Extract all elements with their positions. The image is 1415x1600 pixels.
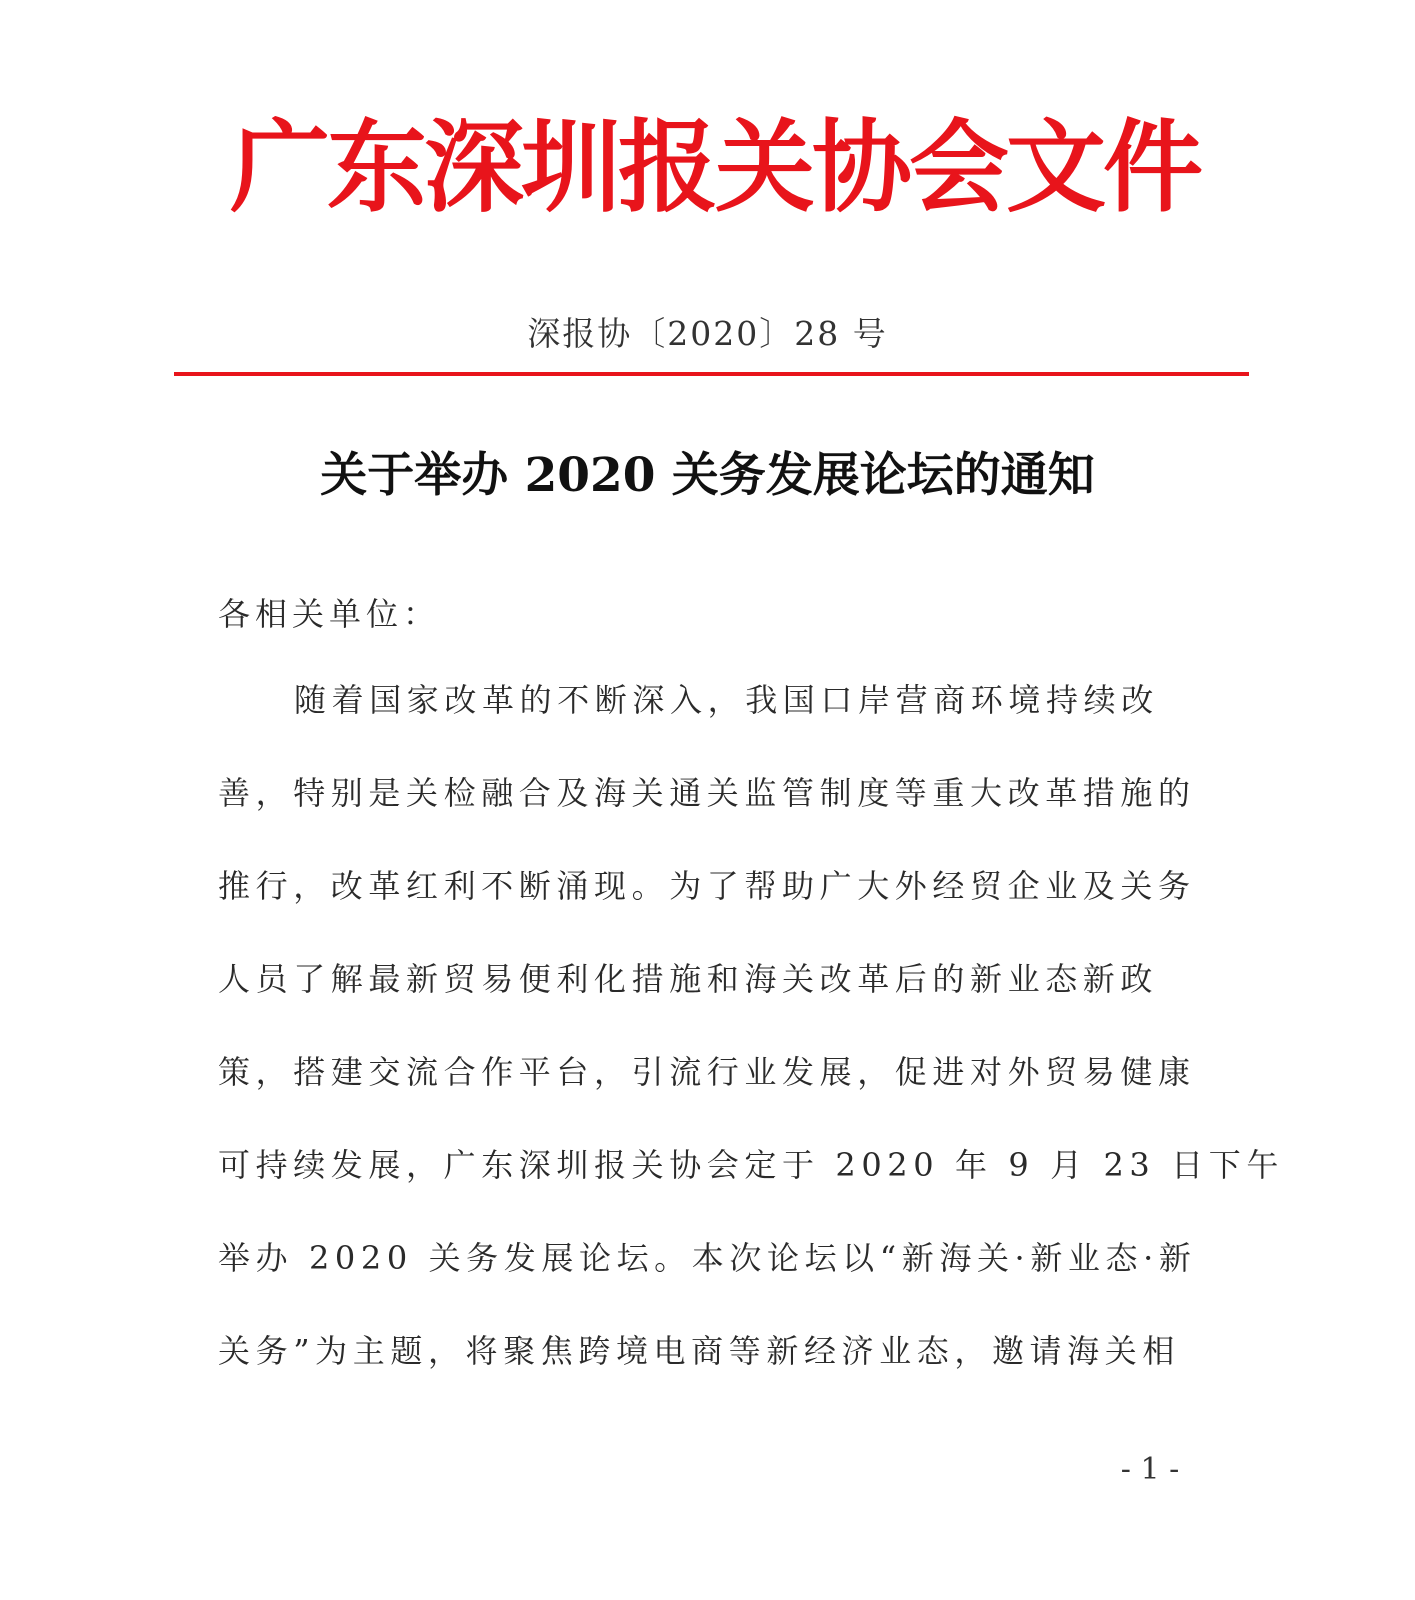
body-line: 推行，改革红利不断涌现。为了帮助广大外经贸企业及关务 — [218, 867, 1196, 905]
body-paragraph — [218, 670, 1284, 1414]
document-title: 关于举办 2020 关务发展论坛的通知 — [320, 448, 1095, 503]
body-line: 随着国家改革的不断深入，我国口岸营商环境持续改 — [294, 681, 1159, 719]
page-number: - 1 - — [1120, 1452, 1180, 1487]
body-line: 善，特别是关检融合及海关通关监管制度等重大改革措施的 — [218, 774, 1196, 812]
body-line: 可持续发展，广东深圳报关协会定于 2020 年 9 月 23 日下午 — [218, 1146, 1284, 1184]
body-line: 人员了解最新贸易便利化措施和海关改革后的新业态新政 — [218, 960, 1159, 998]
document-number: 深报协〔2020〕28 号 — [527, 314, 888, 353]
body-line: 策，搭建交流合作平台，引流行业发展，促进对外贸易健康 — [218, 1053, 1196, 1091]
body-line: 举办 2020 关务发展论坛。本次论坛以“新海关·新业态·新 — [218, 1239, 1197, 1277]
organization-header-title: 广东深圳报关协会文件 — [230, 109, 1200, 226]
body-line: 关务”为主题，将聚焦跨境电商等新经济业态，邀请海关相 — [218, 1332, 1180, 1370]
red-divider-rule — [174, 372, 1249, 376]
salutation: 各相关单位： — [218, 595, 441, 633]
